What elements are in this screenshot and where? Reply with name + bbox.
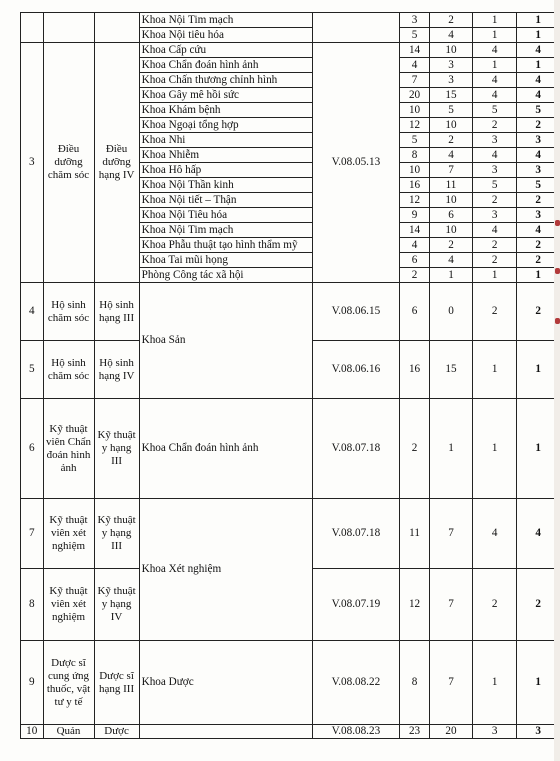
title-cell: Kỹ thuật viên xét nghiệm bbox=[43, 569, 94, 641]
count-needed: 4 bbox=[472, 499, 516, 569]
count-needed: 1 bbox=[472, 641, 516, 725]
table-row bbox=[21, 13, 560, 28]
count-current: 10 bbox=[430, 43, 473, 58]
stt-cell: 10 bbox=[21, 725, 44, 739]
title-cell: Dược sĩ cung ứng thuốc, vật tư y tế bbox=[43, 641, 94, 725]
count-recruit: 4 bbox=[517, 43, 560, 58]
count-needed: 4 bbox=[472, 43, 516, 58]
count-needed: 4 bbox=[472, 223, 516, 238]
rank-cell: Dược sĩ hạng III bbox=[94, 641, 139, 725]
stt-cell: 9 bbox=[21, 641, 44, 725]
table-row bbox=[21, 641, 560, 725]
count-current: 10 bbox=[430, 118, 473, 133]
count-recruit: 2 bbox=[517, 253, 560, 268]
department-cell: Khoa Sản bbox=[139, 283, 312, 399]
count-total: 12 bbox=[400, 118, 430, 133]
count-total: 4 bbox=[400, 238, 430, 253]
count-recruit: 1 bbox=[517, 399, 560, 499]
count-needed: 2 bbox=[472, 193, 516, 208]
count-recruit: 1 bbox=[517, 641, 560, 725]
count-needed: 3 bbox=[472, 208, 516, 223]
rank-cell: Điều dưỡng hạng IV bbox=[94, 43, 139, 283]
department-cell: Khoa Phẫu thuật tạo hình thẩm mỹ bbox=[139, 238, 312, 253]
count-needed: 1 bbox=[472, 13, 516, 28]
count-recruit: 1 bbox=[517, 13, 560, 28]
count-total: 14 bbox=[400, 43, 430, 58]
title-cell: Hộ sinh chăm sóc bbox=[43, 341, 94, 399]
table-row bbox=[21, 499, 560, 569]
count-needed: 2 bbox=[472, 283, 516, 341]
count-total: 6 bbox=[400, 283, 430, 341]
count-total: 7 bbox=[400, 73, 430, 88]
count-needed: 1 bbox=[472, 399, 516, 499]
count-current: 11 bbox=[430, 178, 473, 193]
rank-cell: Dược bbox=[94, 725, 139, 739]
count-current: 4 bbox=[430, 253, 473, 268]
count-current: 1 bbox=[430, 399, 473, 499]
count-current: 0 bbox=[430, 283, 473, 341]
department-cell: Khoa Nội Tiêu hóa bbox=[139, 208, 312, 223]
count-recruit: 3 bbox=[517, 725, 560, 739]
count-total: 9 bbox=[400, 208, 430, 223]
count-current: 2 bbox=[430, 13, 473, 28]
department-cell: Phòng Công tác xã hội bbox=[139, 268, 312, 283]
count-total: 6 bbox=[400, 253, 430, 268]
title-cell: Kỹ thuật viên Chẩn đoán hình ảnh bbox=[43, 399, 94, 499]
table-row bbox=[21, 283, 560, 341]
department-cell: Khoa Chấn thương chỉnh hình bbox=[139, 73, 312, 88]
code-cell: V.08.07.18 bbox=[312, 499, 399, 569]
count-needed: 3 bbox=[472, 725, 516, 739]
count-total: 10 bbox=[400, 103, 430, 118]
count-current: 2 bbox=[430, 238, 473, 253]
rank-cell: Kỹ thuật y hạng III bbox=[94, 399, 139, 499]
count-current: 7 bbox=[430, 569, 473, 641]
stt-cell: 4 bbox=[21, 283, 44, 341]
count-needed: 5 bbox=[472, 178, 516, 193]
count-total: 14 bbox=[400, 223, 430, 238]
count-current: 4 bbox=[430, 148, 473, 163]
count-current: 3 bbox=[430, 73, 473, 88]
count-current: 15 bbox=[430, 341, 473, 399]
count-total: 23 bbox=[400, 725, 430, 739]
count-recruit: 1 bbox=[517, 28, 560, 43]
rank-cell: Hộ sinh hạng III bbox=[94, 283, 139, 341]
count-recruit: 4 bbox=[517, 148, 560, 163]
count-total: 20 bbox=[400, 88, 430, 103]
count-total: 4 bbox=[400, 58, 430, 73]
stt-cell: 6 bbox=[21, 399, 44, 499]
title-cell: Hộ sinh chăm sóc bbox=[43, 283, 94, 341]
count-current: 7 bbox=[430, 499, 473, 569]
count-recruit: 1 bbox=[517, 268, 560, 283]
count-needed: 4 bbox=[472, 88, 516, 103]
department-cell: Khoa Ngoại tổng hợp bbox=[139, 118, 312, 133]
department-cell: Khoa Cấp cứu bbox=[139, 43, 312, 58]
count-recruit: 2 bbox=[517, 193, 560, 208]
count-needed: 2 bbox=[472, 253, 516, 268]
count-total: 5 bbox=[400, 133, 430, 148]
table-row bbox=[21, 43, 560, 58]
count-needed: 1 bbox=[472, 268, 516, 283]
count-total: 10 bbox=[400, 163, 430, 178]
department-cell: Khoa Khám bệnh bbox=[139, 103, 312, 118]
title-cell: Điều dưỡng chăm sóc bbox=[43, 43, 94, 283]
department-cell: Khoa Nội Tim mạch bbox=[139, 13, 312, 28]
stt-cell: 5 bbox=[21, 341, 44, 399]
department-cell: Khoa Chẩn đoán hình ảnh bbox=[139, 58, 312, 73]
count-recruit: 4 bbox=[517, 223, 560, 238]
count-current: 1 bbox=[430, 268, 473, 283]
count-current: 15 bbox=[430, 88, 473, 103]
count-needed: 5 bbox=[472, 103, 516, 118]
count-recruit: 2 bbox=[517, 569, 560, 641]
count-needed: 1 bbox=[472, 28, 516, 43]
department-cell: Khoa Nhiễm bbox=[139, 148, 312, 163]
rank-cell: Kỹ thuật y hạng IV bbox=[94, 569, 139, 641]
scanned-page-edge bbox=[554, 0, 560, 761]
rank-cell: Hộ sinh hạng IV bbox=[94, 341, 139, 399]
count-recruit: 3 bbox=[517, 133, 560, 148]
count-recruit: 3 bbox=[517, 163, 560, 178]
count-recruit: 5 bbox=[517, 178, 560, 193]
count-total: 2 bbox=[400, 268, 430, 283]
count-current: 7 bbox=[430, 163, 473, 178]
count-total: 11 bbox=[400, 499, 430, 569]
code-cell: V.08.07.19 bbox=[312, 569, 399, 641]
count-recruit: 2 bbox=[517, 118, 560, 133]
count-needed: 1 bbox=[472, 58, 516, 73]
count-recruit: 4 bbox=[517, 499, 560, 569]
department-cell: Khoa Tai mũi họng bbox=[139, 253, 312, 268]
count-total: 3 bbox=[400, 13, 430, 28]
count-recruit: 1 bbox=[517, 58, 560, 73]
title-cell: Quản bbox=[43, 725, 94, 739]
stt-cell bbox=[21, 13, 44, 43]
count-recruit: 3 bbox=[517, 208, 560, 223]
count-needed: 4 bbox=[472, 148, 516, 163]
count-needed: 2 bbox=[472, 238, 516, 253]
count-needed: 1 bbox=[472, 341, 516, 399]
code-cell: V.08.06.15 bbox=[312, 283, 399, 341]
code-cell: V.08.07.18 bbox=[312, 399, 399, 499]
title-cell bbox=[43, 13, 94, 43]
count-current: 5 bbox=[430, 103, 473, 118]
count-recruit: 2 bbox=[517, 238, 560, 253]
department-cell: Khoa Dược bbox=[139, 641, 312, 725]
department-cell: Khoa Chẩn đoán hình ảnh bbox=[139, 399, 312, 499]
rank-cell bbox=[94, 13, 139, 43]
count-needed: 2 bbox=[472, 118, 516, 133]
staffing-table bbox=[20, 12, 560, 739]
department-cell: Khoa Nhi bbox=[139, 133, 312, 148]
count-current: 4 bbox=[430, 28, 473, 43]
department-cell bbox=[139, 725, 312, 739]
count-total: 16 bbox=[400, 341, 430, 399]
count-needed: 4 bbox=[472, 73, 516, 88]
code-cell: V.08.08.23 bbox=[312, 725, 399, 739]
count-current: 3 bbox=[430, 58, 473, 73]
table-row bbox=[21, 725, 560, 739]
count-total: 8 bbox=[400, 148, 430, 163]
count-needed: 2 bbox=[472, 569, 516, 641]
title-cell: Kỹ thuật viên xét nghiệm bbox=[43, 499, 94, 569]
department-cell: Khoa Nội Tim mạch bbox=[139, 223, 312, 238]
code-cell bbox=[312, 13, 399, 43]
count-total: 2 bbox=[400, 399, 430, 499]
department-cell: Khoa Hô hấp bbox=[139, 163, 312, 178]
table-row bbox=[21, 399, 560, 499]
count-current: 7 bbox=[430, 641, 473, 725]
count-recruit: 5 bbox=[517, 103, 560, 118]
count-recruit: 4 bbox=[517, 73, 560, 88]
stt-cell: 8 bbox=[21, 569, 44, 641]
count-current: 2 bbox=[430, 133, 473, 148]
count-current: 20 bbox=[430, 725, 473, 739]
count-total: 8 bbox=[400, 641, 430, 725]
count-total: 5 bbox=[400, 28, 430, 43]
count-recruit: 1 bbox=[517, 341, 560, 399]
department-cell: Khoa Xét nghiệm bbox=[139, 499, 312, 641]
department-cell: Khoa Nội tiết – Thận bbox=[139, 193, 312, 208]
count-total: 12 bbox=[400, 569, 430, 641]
count-needed: 3 bbox=[472, 163, 516, 178]
count-current: 10 bbox=[430, 193, 473, 208]
count-recruit: 4 bbox=[517, 88, 560, 103]
count-current: 6 bbox=[430, 208, 473, 223]
code-cell: V.08.05.13 bbox=[312, 43, 399, 283]
rank-cell: Kỹ thuật y hạng III bbox=[94, 499, 139, 569]
count-needed: 3 bbox=[472, 133, 516, 148]
code-cell: V.08.08.22 bbox=[312, 641, 399, 725]
stt-cell: 7 bbox=[21, 499, 44, 569]
department-cell: Khoa Nội Thần kinh bbox=[139, 178, 312, 193]
count-total: 12 bbox=[400, 193, 430, 208]
department-cell: Khoa Gây mê hồi sức bbox=[139, 88, 312, 103]
count-recruit: 2 bbox=[517, 283, 560, 341]
count-total: 16 bbox=[400, 178, 430, 193]
department-cell: Khoa Nội tiêu hóa bbox=[139, 28, 312, 43]
code-cell: V.08.06.16 bbox=[312, 341, 399, 399]
count-current: 10 bbox=[430, 223, 473, 238]
stt-cell: 3 bbox=[21, 43, 44, 283]
